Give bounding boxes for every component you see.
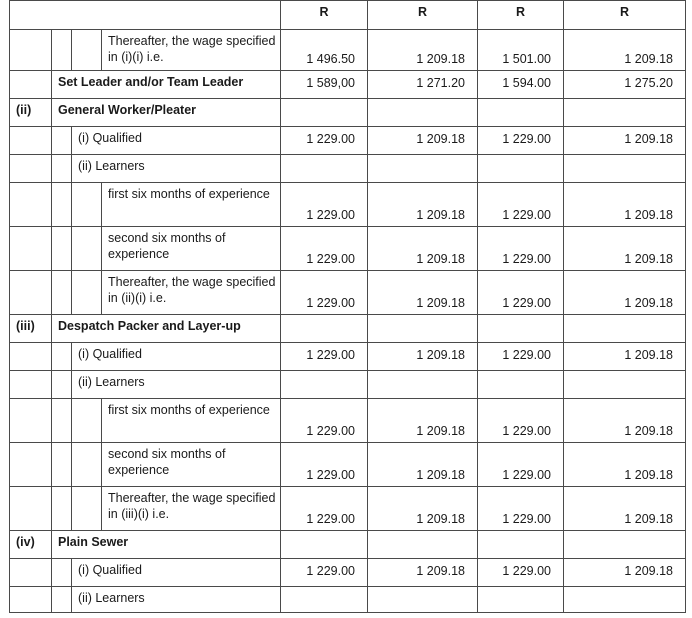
value-cell: 1 209.18	[564, 271, 686, 315]
section-code: (ii)	[10, 99, 52, 127]
row-label: (i) Qualified	[72, 343, 281, 371]
table-row	[10, 399, 686, 443]
table-row	[10, 155, 686, 183]
value-cell: 1 209.18	[564, 343, 686, 371]
section-title: Plain Sewer	[52, 531, 281, 559]
value-cell: 1 209.18	[368, 271, 478, 315]
value-cell: 1 229.00	[281, 183, 368, 227]
value-cell: 1 209.18	[368, 559, 478, 587]
table-row	[10, 183, 686, 227]
row-label: (ii) Learners	[72, 155, 281, 183]
value-cell: 1 501.00	[478, 30, 564, 71]
row-label: (i) Qualified	[72, 559, 281, 587]
row-label: (i) Qualified	[72, 127, 281, 155]
header-cell: R	[564, 1, 686, 30]
table-row	[10, 371, 686, 399]
section-row	[10, 315, 686, 343]
row-label: (ii) Learners	[72, 371, 281, 399]
value-cell: 1 229.00	[478, 271, 564, 315]
value-cell: 1 229.00	[281, 399, 368, 443]
section-title: General Worker/Pleater	[52, 99, 281, 127]
table-row	[10, 487, 686, 531]
header-cell: R	[478, 1, 564, 30]
row-label: second six months of experience	[102, 227, 281, 271]
section-title: Despatch Packer and Layer-up	[52, 315, 281, 343]
row-label: first six months of experience	[102, 183, 281, 227]
value-cell: 1 229.00	[478, 559, 564, 587]
row-label: (ii) Learners	[72, 587, 281, 613]
table-row	[10, 227, 686, 271]
value-cell: 1 229.00	[478, 487, 564, 531]
value-cell: 1 209.18	[564, 227, 686, 271]
value-cell: 1 209.18	[564, 559, 686, 587]
row-label: Thereafter, the wage specified in (ii)(i) i.e.	[102, 271, 281, 315]
value-cell: 1 209.18	[564, 30, 686, 71]
value-cell: 1 229.00	[281, 343, 368, 371]
value-cell: 1 229.00	[281, 487, 368, 531]
table-row	[10, 127, 686, 155]
value-cell: 1 209.18	[368, 443, 478, 487]
row-label: Thereafter, the wage specified in (iii)(i) i.e.	[102, 487, 281, 531]
value-cell: 1 229.00	[478, 227, 564, 271]
value-cell: 1 229.00	[281, 559, 368, 587]
value-cell: 1 209.18	[368, 30, 478, 71]
value-cell: 1 209.18	[368, 183, 478, 227]
row-label: Set Leader and/or Team Leader	[52, 71, 281, 99]
table-row	[10, 71, 686, 99]
value-cell: 1 209.18	[564, 399, 686, 443]
table-row	[10, 343, 686, 371]
value-cell: 1 229.00	[281, 443, 368, 487]
table-row	[10, 587, 686, 613]
table-row	[10, 271, 686, 315]
wage-table	[9, 0, 686, 613]
value-cell: 1 209.18	[368, 227, 478, 271]
value-cell: 1 209.18	[564, 183, 686, 227]
table-row	[10, 30, 686, 71]
header-blank-cell	[10, 1, 281, 30]
value-cell: 1 209.18	[564, 127, 686, 155]
value-cell: 1 209.18	[564, 443, 686, 487]
row-label: second six months of experience	[102, 443, 281, 487]
section-code: (iv)	[10, 531, 52, 559]
value-cell: 1 229.00	[478, 183, 564, 227]
row-label: Thereafter, the wage specified in (i)(i) i.e.	[102, 30, 281, 71]
value-cell: 1 229.00	[281, 127, 368, 155]
value-cell: 1 229.00	[478, 127, 564, 155]
header-cell: R	[281, 1, 368, 30]
value-cell: 1 229.00	[281, 271, 368, 315]
header-cell: R	[368, 1, 478, 30]
value-cell: 1 229.00	[478, 343, 564, 371]
section-row	[10, 531, 686, 559]
table-row	[10, 559, 686, 587]
value-cell: 1 209.18	[368, 127, 478, 155]
section-code: (iii)	[10, 315, 52, 343]
header-row	[10, 1, 686, 30]
value-cell: 1 229.00	[281, 227, 368, 271]
table-row	[10, 443, 686, 487]
value-cell: 1 496.50	[281, 30, 368, 71]
value-cell: 1 229.00	[478, 443, 564, 487]
value-cell: 1 209.18	[368, 399, 478, 443]
value-cell: 1 229.00	[478, 399, 564, 443]
row-label: first six months of experience	[102, 399, 281, 443]
value-cell: 1 594.00	[478, 71, 564, 99]
section-row	[10, 99, 686, 127]
value-cell: 1 209.18	[368, 343, 478, 371]
value-cell: 1 589,00	[281, 71, 368, 99]
value-cell: 1 275.20	[564, 71, 686, 99]
value-cell: 1 209.18	[564, 487, 686, 531]
value-cell: 1 271.20	[368, 71, 478, 99]
value-cell: 1 209.18	[368, 487, 478, 531]
